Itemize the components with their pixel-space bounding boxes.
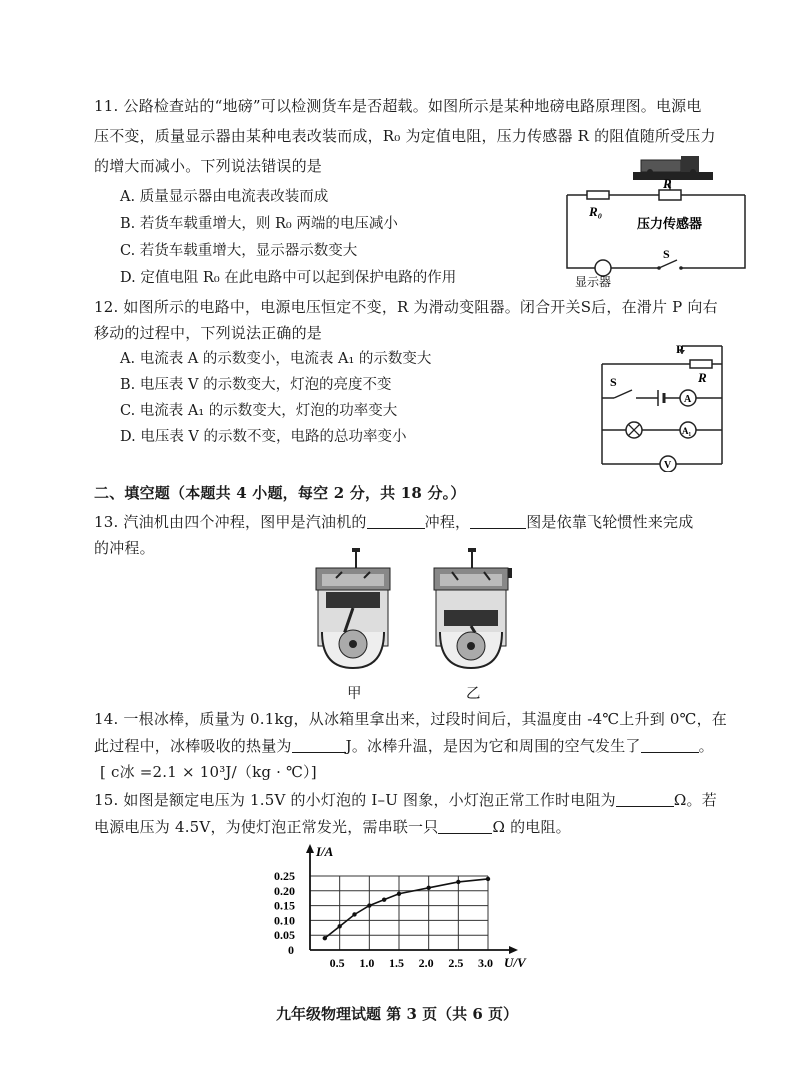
y-tick-label: 0.15 [274, 898, 295, 913]
q14-blank-1[interactable] [292, 737, 346, 753]
r-label: R [663, 176, 672, 191]
q11-option-a: A. 质量显示器由电流表改装而成 [120, 189, 329, 205]
data-point [486, 877, 490, 881]
q15-text-2: Ω。若 [673, 791, 717, 809]
s-label: S [610, 375, 617, 389]
q15-text-3: 电源电压为 4.5V，为使灯泡正常发光，需串联一只 [94, 818, 439, 836]
data-point [323, 936, 327, 940]
q13-blank-1[interactable] [367, 513, 425, 529]
data-point [337, 924, 341, 928]
q12-circuit-diagram [598, 342, 728, 472]
q14-line3: [ c冰 =2.1 × 10³J/（kg · ℃）] [100, 763, 317, 781]
q13-text-3: 图是依靠飞轮惯性来完成 [526, 513, 694, 531]
q15-text-1: 15. 如图是额定电压为 1.5V 的小灯泡的 I–U 图象，小灯泡正常工作时电阻为 [94, 791, 616, 809]
data-point [367, 903, 371, 907]
v-label: V [664, 460, 672, 471]
q14-line2 [94, 735, 714, 756]
q12-option-a: A. 电流表 A 的示数变小，电流表 A₁ 的示数变大 [120, 351, 432, 367]
x-tick-label: 2.0 [418, 956, 434, 970]
pressure-sensor-resistor [659, 190, 681, 200]
q12-option-d: D. 电压表 V 的示数不变，电路的总功率变小 [120, 429, 407, 445]
x-tick-label: 1.5 [389, 956, 404, 970]
sensor-label: 压力传感器 [637, 216, 703, 231]
q14-text-4: 。 [698, 737, 714, 755]
y-tick-label: 0.25 [274, 869, 295, 883]
truck-on-scale-icon [633, 156, 713, 190]
q11-line2: 压不变，质量显示器由某种电表改装而成，R₀ 为定值电阻，压力传感器 R 的阻值随所受压力 [94, 127, 716, 145]
engine-label-b: 乙 [466, 686, 481, 702]
q15-line2 [94, 816, 571, 837]
x-axis-arrow [509, 946, 518, 954]
section2-title: 二、填空题（本题共 4 小题，每空 2 分，共 18 分。） [94, 484, 466, 502]
engine-diagram-b [430, 548, 514, 676]
q12-option-c: C. 电流表 A₁ 的示数变大，灯泡的功率变大 [120, 403, 398, 419]
q13-blank-2[interactable] [470, 513, 526, 529]
q12-line2: 移动的过程中，下列说法正确的是 [94, 324, 323, 342]
switch-s [659, 260, 677, 268]
switch-label: S [663, 247, 670, 261]
q11-option-b: B. 若货车载重增大，则 R₀ 两端的电压减小 [120, 216, 398, 232]
q13-text-1: 13. 汽油机由四个冲程，图甲是汽油机的 [94, 513, 367, 531]
y-tick-label: 0.05 [274, 928, 295, 943]
q13-line2: 的冲程。 [94, 539, 155, 557]
a1-label: A₁ [682, 426, 692, 436]
display-label: 显示器 [575, 275, 612, 289]
q15-blank-2[interactable] [438, 818, 492, 834]
q11-option-c: C. 若货车载重增大，显示器示数变大 [120, 243, 358, 259]
r0-resistor [587, 191, 609, 199]
q12-option-b: B. 电压表 V 的示数变大，灯泡的亮度不变 [120, 377, 392, 393]
x-tick-label: 0.5 [329, 956, 345, 970]
q12-line1: 12. 如图所示的电路中，电源电压恒定不变，R 为滑动变阻器。闭合开关S后，在滑片 P 向右 [94, 298, 718, 316]
x-tick-label: 3.0 [478, 956, 493, 970]
a-label: A [684, 394, 692, 405]
q11-line3: 的增大而减小。下列说法错误的是 [94, 157, 323, 175]
y-axis-arrow [306, 844, 314, 853]
data-point [352, 912, 356, 916]
data-point [456, 880, 460, 884]
rheostat-r [690, 360, 712, 368]
q11-line1: 11. 公路检查站的“地磅”可以检测货车是否超载。如图所示是某种地磅电路原理图。电源电 [94, 97, 702, 115]
display-meter [595, 260, 611, 276]
r0-label: R₀ [589, 204, 603, 219]
q13-line1 [94, 511, 693, 532]
r-label: R [698, 370, 707, 385]
y-axis-label: I/A [316, 844, 334, 859]
origin-label: 0 [288, 943, 294, 957]
series-line [325, 879, 488, 938]
p-label: P [676, 342, 684, 356]
q14-text-3: J。冰棒升温，是因为它和周围的空气发生了 [345, 737, 641, 755]
y-tick-label: 0.10 [274, 913, 295, 928]
y-tick-label: 0.20 [274, 883, 295, 898]
q13-text-2: 冲程， [424, 513, 471, 531]
x-tick-label: 1.0 [359, 956, 375, 970]
q14-blank-2[interactable] [641, 737, 699, 753]
q11-option-d: D. 定值电阻 R₀ 在此电路中可以起到保护电路的作用 [120, 270, 457, 286]
q15-blank-1[interactable] [616, 791, 674, 807]
data-point [397, 892, 401, 896]
x-tick-label: 2.5 [448, 956, 464, 970]
q14-text-2: 此过程中，冰棒吸收的热量为 [94, 737, 292, 755]
x-axis-label: U/V [504, 955, 526, 970]
engine-label-a: 甲 [347, 686, 362, 702]
engine-diagram-a [312, 548, 394, 676]
q15-line1 [94, 789, 717, 810]
q11-circuit-diagram [555, 150, 755, 290]
data-point [382, 897, 386, 901]
data-point [426, 886, 430, 890]
iu-chart [262, 840, 542, 975]
page-footer: 九年级物理试题 第 3 页（共 6 页） [276, 1005, 518, 1023]
q14-line1: 14. 一根冰棒，质量为 0.1kg，从冰箱里拿出来，过段时间后，其温度由 -4℃上升到 0℃，在 [94, 710, 727, 728]
q15-text-4: Ω 的电阻。 [492, 818, 571, 836]
